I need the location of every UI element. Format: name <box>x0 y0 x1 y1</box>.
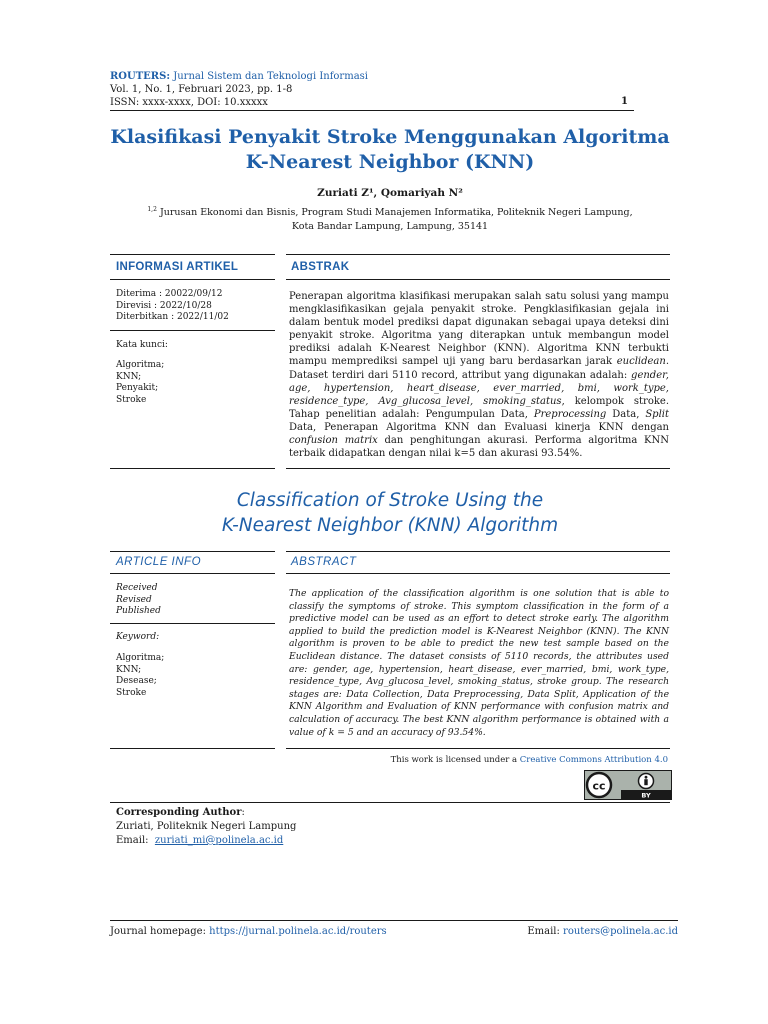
abstract-en-head-rule <box>286 573 670 574</box>
homepage-label: Journal homepage: <box>110 926 210 937</box>
cc-by-badge[interactable] <box>584 770 672 800</box>
homepage-link[interactable]: https://jurnal.polinela.ac.id/routers <box>209 926 387 937</box>
license-prefix: This work is licensed under a <box>390 755 520 765</box>
keyword: KNN; <box>116 664 142 675</box>
corresponding-author <box>116 806 296 848</box>
keyword: Algoritma; <box>116 653 165 663</box>
abstract-id-em: gender, age, hypertension, heart_disease, ever_married, bmi, work_type, residence_type, Avg_glucosa_level, smoking_status <box>289 369 669 407</box>
corresponding-colon: : <box>241 807 245 818</box>
info-en-dates <box>116 583 161 618</box>
cc-by-icon <box>585 771 671 799</box>
license-line <box>391 755 668 765</box>
keyword: Stroke <box>116 687 147 698</box>
keyword: Algoritma; <box>116 360 165 370</box>
affiliation-line2: Kota Bandar Lampung, Lampung, 35141 <box>291 221 489 233</box>
abstract-id-top-rule <box>286 254 670 255</box>
abstract-id-head-rule <box>286 279 670 280</box>
footer-email <box>527 926 678 937</box>
info-en-bottom-rule <box>110 748 275 749</box>
title-en-line2: K-Nearest Neighbor (KNN) Algorithm <box>221 515 559 536</box>
info-en-top-rule <box>110 551 275 552</box>
corresponding-name: Zuriati, Politeknik Negeri Lampung <box>116 821 297 832</box>
abstract-id-bottom-rule <box>286 468 670 469</box>
corresponding-rule <box>110 802 670 803</box>
keyword: Penyakit; <box>116 383 159 393</box>
abstract-id-text: Data, <box>606 408 646 420</box>
title-id-line2: K-Nearest Neighbor (KNN) <box>245 151 535 173</box>
abstract-id-text: Data, Penerapan Algoritma KNN dan Evaluasi kinerja KNN dengan <box>289 421 669 433</box>
received-date: Diterima : 20022/09/12 <box>116 289 223 299</box>
abstract-en-top-rule <box>286 551 670 552</box>
abstract-id-em: confusion matrix <box>289 435 378 447</box>
corresponding-label: Corresponding Author <box>116 807 242 818</box>
header-rule <box>110 110 634 111</box>
title-en-line1: Classification of Stroke Using the <box>236 490 544 511</box>
keyword: Desease; <box>116 676 157 686</box>
journal-header <box>110 70 368 83</box>
keywords-en-label: Keyword: <box>116 632 160 642</box>
keyword: Stroke <box>116 394 147 405</box>
abstract-en-heading: ABSTRACT <box>291 556 357 568</box>
revised-label: Revised <box>116 594 152 605</box>
abstract-en-bottom-rule <box>286 748 670 749</box>
title-id-line1: Klasifikasi Penyakit Stroke Menggunakan Algoritma <box>110 126 670 148</box>
published-date: Diterbitkan : 2022/11/02 <box>116 312 229 322</box>
info-id-heading: INFORMASI ARTIKEL <box>116 261 239 273</box>
abstract-id-em: Preprocessing <box>533 408 607 420</box>
issn-line: ISSN: xxxx-xxxx, DOI: 10.xxxxx <box>110 97 268 108</box>
info-id-mid-rule <box>110 330 275 331</box>
affiliation-line1: Jurusan Ekonomi dan Bisnis, Program Studi Manajemen Informatika, Politeknik Negeri Lampung, <box>159 207 633 219</box>
info-id-bottom-rule <box>110 468 275 469</box>
title-english <box>110 488 670 538</box>
abstract-id-text: Penerapan algoritma klasifikasi merupakan salah satu solusi yang mampu mengklasifikasikan gejala penyakit stroke. Pengklasifikasian gejala ini dalam bentuk model prediksi dapat digunakan sebagai upaya deteksi dini penyakit stroke. Algoritma yang diterapkan untuk membangun model prediksi adalah K-Nearest Neighbor (KNN). Algoritma KNN terbukti mampu memprediksi sampel uji yang baru berdasarkan jarak <box>289 291 669 368</box>
corresponding-email-label: Email: <box>116 835 149 846</box>
abstract-id-text: , kelompok stroke. Tahap penelitian adalah: Pengumpulan Data, <box>289 395 669 420</box>
title-indonesian <box>110 125 670 175</box>
info-id-head-rule <box>110 279 275 280</box>
footer-email-label: Email: <box>527 926 564 937</box>
corresponding-email-link[interactable]: zuriati_mi@polinela.ac.id <box>154 835 284 846</box>
abstract-indonesian <box>289 290 669 460</box>
affiliation-sup: 1,2 <box>147 206 157 213</box>
affiliation <box>110 203 670 234</box>
abstract-id-em: Split <box>645 408 669 420</box>
abstract-english: The application of the classification algorithm is one solution that is able to classify the symptoms of stroke. This symptom classification in the form of a predictive model can be used as an effort to detect stroke early. The algorithm applied to build the prediction model is K-Nearest Neighbor (KNN). The KNN algorithm is proven to be able to predict the new test sample based on the Euclidean distance. The dataset consists of 5110 records, the attributes used are: gender, age, hypertension, heart_disease, ever_married, bmi, work_type, residence_type, Avg_glucosa_level, smoking_status, stroke group. The research stages are: Data Collection, Data Preprocessing, Data Split, Application of the KNN Algorithm and Evaluation of KNN performance with confusion matrix and calculation of accuracy. The best KNN algorithm performance is obtained with a value of k = 5 and an accuracy of 93.54%. <box>289 588 669 738</box>
footer-email-link[interactable]: routers@polinela.ac.id <box>563 926 678 937</box>
info-en-head-rule <box>110 573 275 574</box>
keywords-id-label: Kata kunci: <box>116 340 168 350</box>
published-label: Published <box>116 606 161 616</box>
info-id-dates <box>116 289 229 324</box>
authors: Zuriati Z¹, Qomariyah N² <box>317 187 463 199</box>
abstract-id-text: dan penghitungan akurasi. Performa algoritma KNN terbaik didapatkan dengan nilai k=5 dan akurasi 93.54%. <box>289 435 669 460</box>
abstract-id-heading: ABSTRAK <box>291 261 350 273</box>
cc-text: cc <box>592 779 606 793</box>
volume-line: Vol. 1, No. 1, Februari 2023, pp. 1-8 <box>110 84 293 95</box>
keywords-en-list <box>116 653 164 699</box>
abstract-id-em: euclidean <box>616 356 666 368</box>
abstract-id-text: . Dataset terdiri dari 5110 record, attribut yang digunakan adalah: <box>289 356 669 381</box>
journal-name: Jurnal Sistem dan Teknologi Informasi <box>173 71 368 82</box>
footer-rule <box>110 920 678 921</box>
info-en-heading: ARTICLE INFO <box>116 556 202 568</box>
journal-abbr: ROUTERS: <box>110 71 171 82</box>
page-number: 1 <box>621 96 628 107</box>
received-label: Received <box>116 583 158 593</box>
keywords-id-list <box>116 360 164 406</box>
keyword: KNN; <box>116 371 142 382</box>
by-text: BY <box>641 791 651 799</box>
footer-homepage <box>110 926 387 937</box>
revised-date: Direvisi : 2022/10/28 <box>116 300 212 311</box>
info-en-mid-rule <box>110 623 275 624</box>
info-id-top-rule <box>110 254 275 255</box>
license-link[interactable]: Creative Commons Attribution 4.0 <box>519 755 668 765</box>
